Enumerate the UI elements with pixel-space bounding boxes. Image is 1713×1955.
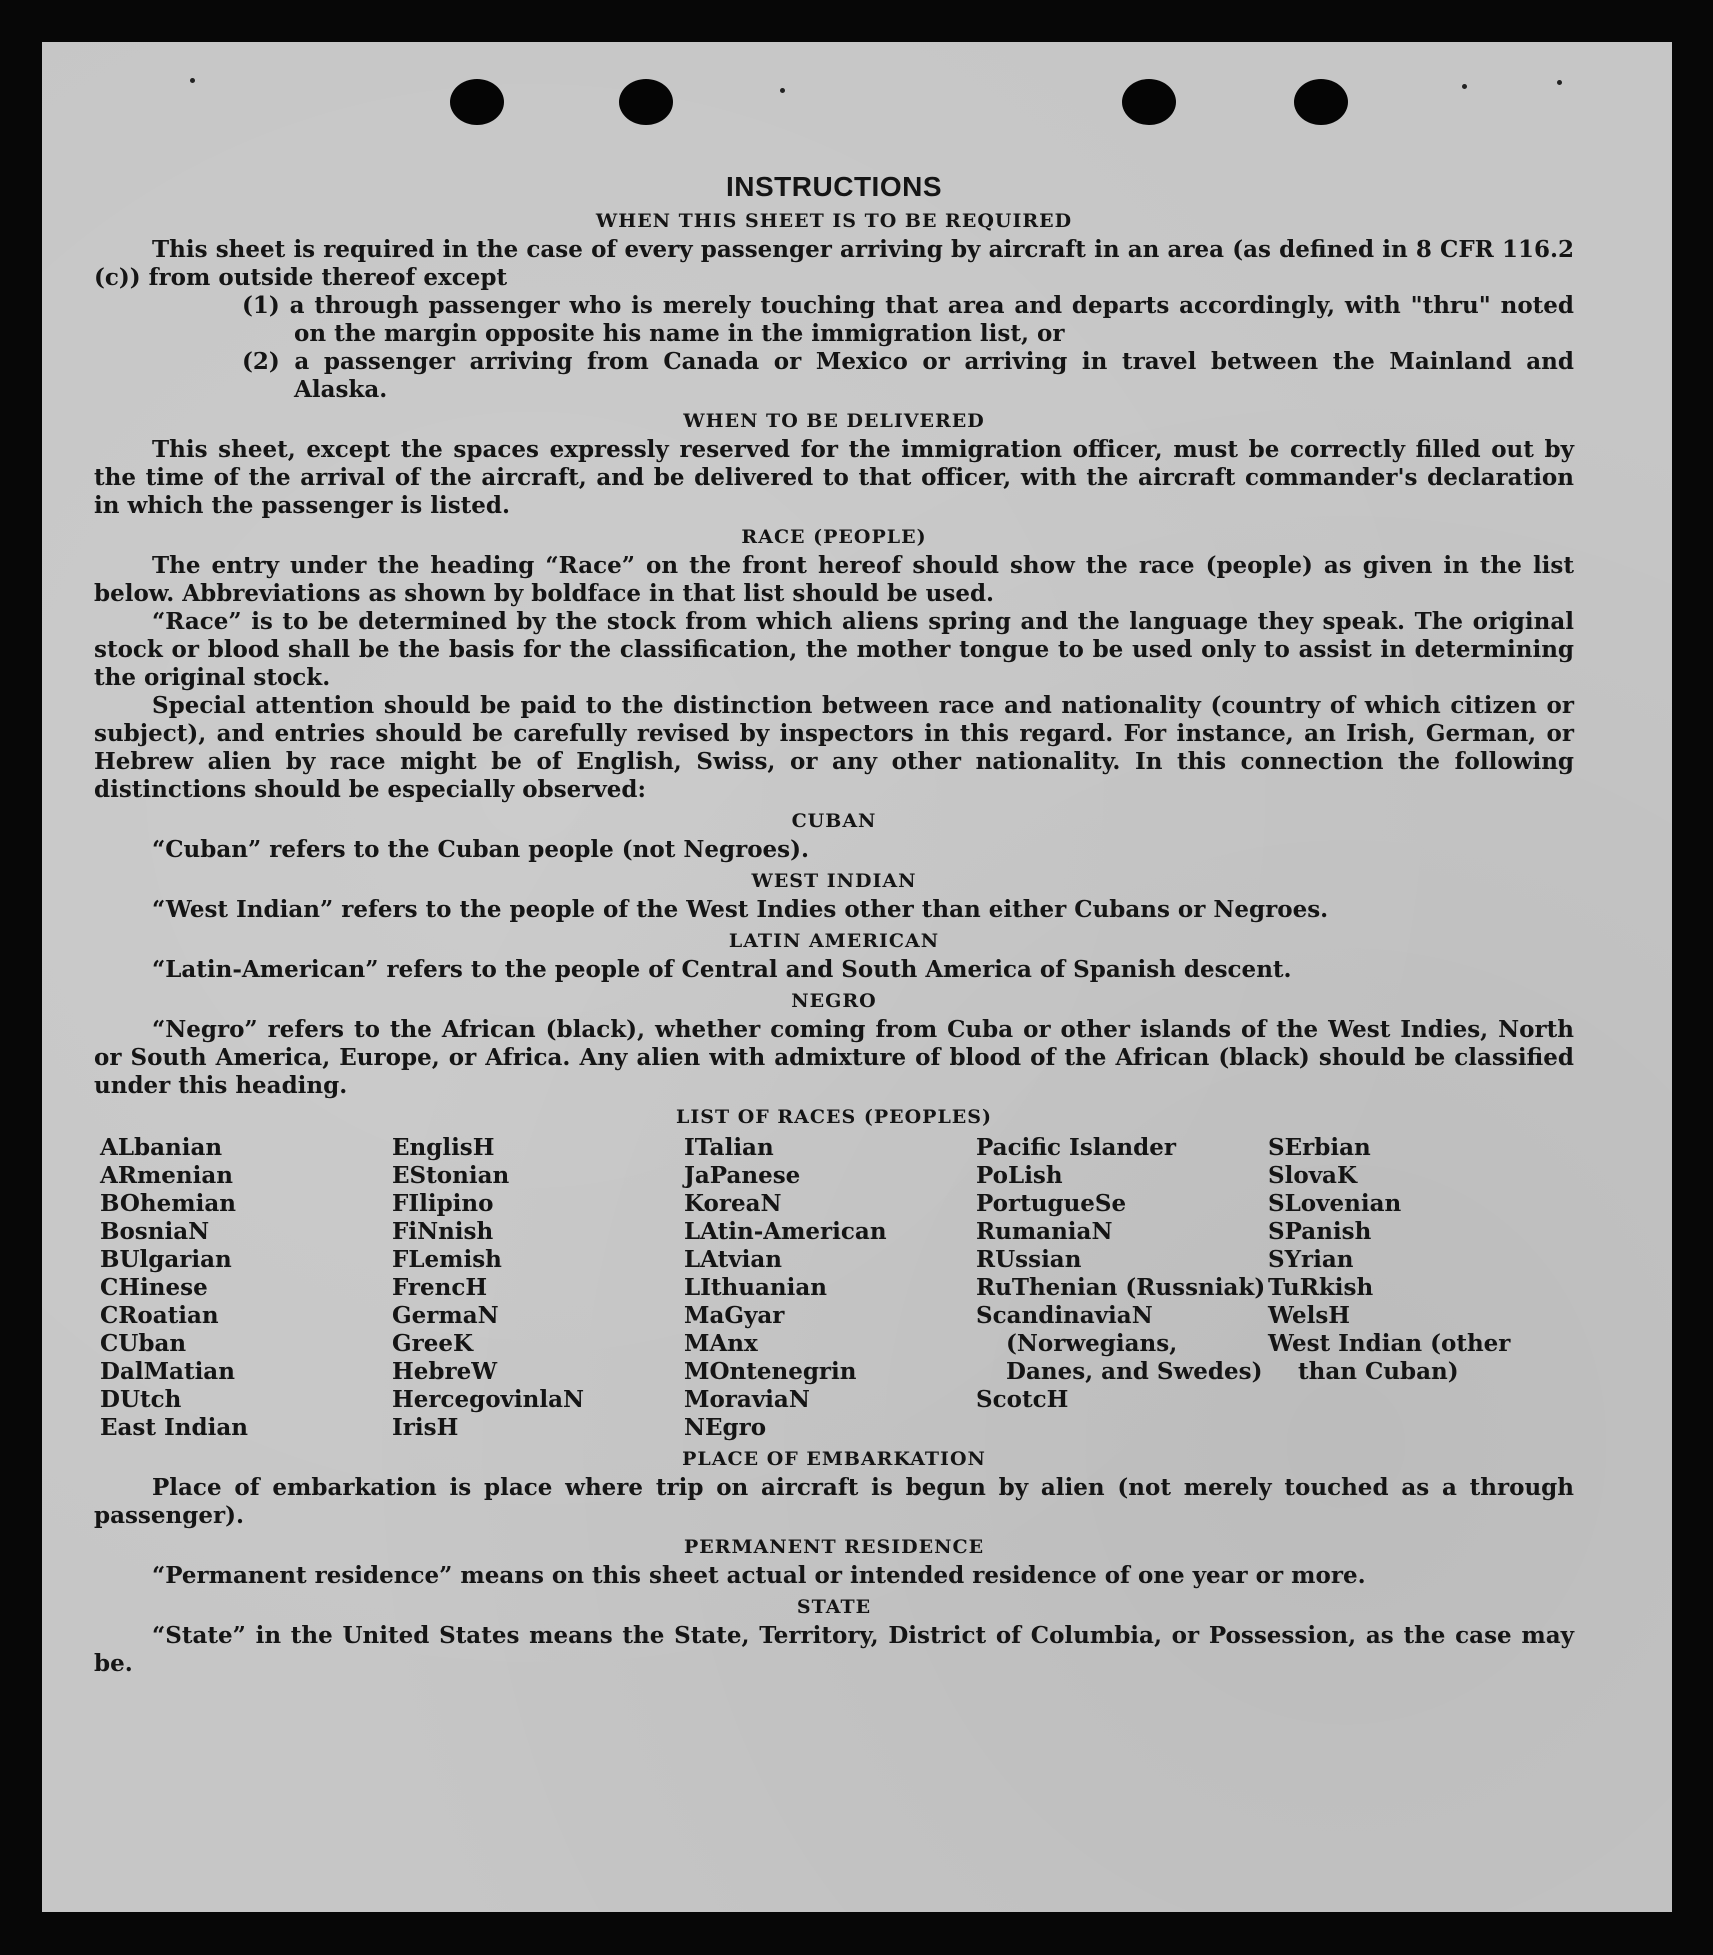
embarkation-text: Place of embarkation is place where trip on aircraft is begun by alien (not merely touched as a through passenger). — [94, 1474, 1574, 1529]
race-item: BosniaN — [100, 1218, 210, 1245]
race-item: SLovenian — [1268, 1190, 1402, 1217]
race-item: TuRkish — [1268, 1274, 1374, 1301]
paper-speck — [1557, 80, 1562, 85]
race-column — [976, 1134, 1268, 1442]
race-item: West Indian (other than Cuban) — [1268, 1330, 1511, 1385]
race-item: Pacific Islander — [976, 1134, 1176, 1161]
cuban-text: “Cuban” refers to the Cuban people (not Negroes). — [152, 836, 810, 863]
race-item: SYrian — [1268, 1246, 1354, 1273]
section-heading-delivered: WHEN TO BE DELIVERED — [683, 410, 985, 432]
race-item: HebreW — [392, 1358, 498, 1385]
punch-hole — [619, 79, 673, 125]
required-intro: This sheet is required in the case of every passenger arriving by aircraft in an area (as defined in 8 CFR 116.2 (c)) from outside thereof except — [94, 236, 1574, 291]
race-item: CUban — [100, 1330, 187, 1357]
race-item: RumaniaN — [976, 1218, 1113, 1245]
race-paragraph-1: The entry under the heading “Race” on the front hereof should show the race (people) as given in the list below. Abbreviations as shown by boldface in that list should be used. — [94, 552, 1574, 607]
race-item: EnglisH — [392, 1134, 495, 1161]
section-heading-races: LIST OF RACES (PEOPLES) — [676, 1106, 992, 1128]
race-item: ScotcH — [976, 1386, 1069, 1413]
race-item: ITalian — [684, 1134, 774, 1161]
race-item: DUtch — [100, 1386, 182, 1413]
race-item: SErbian — [1268, 1134, 1371, 1161]
page-title: INSTRUCTIONS — [726, 171, 942, 202]
race-item: MoraviaN — [684, 1386, 810, 1413]
race-column — [100, 1134, 392, 1442]
race-item: FLemish — [392, 1246, 502, 1273]
section-heading-required: WHEN THIS SHEET IS TO BE REQUIRED — [595, 210, 1073, 232]
delivered-text: This sheet, except the spaces expressly reserved for the immigration officer, must be correctly filled out by the time of the arrival of the aircraft, and be delivered to that officer, with the aircraft commander's declaration in which the passenger is listed. — [94, 436, 1574, 519]
paper-speck — [190, 78, 195, 83]
punch-hole — [450, 79, 504, 125]
section-heading-cuban: CUBAN — [791, 810, 877, 832]
section-heading-negro: NEGRO — [791, 990, 877, 1012]
race-item: EStonian — [392, 1162, 510, 1189]
race-paragraph-2: “Race” is to be determined by the stock from which aliens spring and the language they speak. The original stock or blood shall be the basis for the classification, the mother tongue to be used only to assist in determining the original stock. — [94, 608, 1574, 691]
race-item: PortugueSe — [976, 1190, 1127, 1217]
race-item: BUlgarian — [100, 1246, 232, 1273]
race-column — [392, 1134, 684, 1442]
punch-hole — [1294, 79, 1348, 125]
race-item: ALbanian — [100, 1134, 223, 1161]
race-item: ScandinaviaN (Norwegians, Danes, and Swedes) — [976, 1302, 1263, 1385]
race-item: NEgro — [684, 1414, 767, 1441]
section-heading-race: RACE (PEOPLE) — [741, 526, 927, 548]
race-item: HercegovinlaN — [392, 1386, 585, 1413]
latin-american-text: “Latin-American” refers to the people of Central and South America of Spanish descent. — [152, 956, 1292, 983]
instructions-body — [94, 170, 1574, 1678]
race-item: FIlipino — [392, 1190, 494, 1217]
punch-hole — [1122, 79, 1176, 125]
section-heading-west-indian: WEST INDIAN — [751, 870, 917, 892]
race-item: FrencH — [392, 1274, 488, 1301]
state-text: “State” in the United States means the State, Territory, District of Columbia, or Possession, as the case may be. — [94, 1622, 1574, 1677]
document-page — [42, 42, 1672, 1912]
race-item: East Indian — [100, 1414, 248, 1441]
paper-speck — [780, 88, 785, 93]
race-item: MaGyar — [684, 1302, 785, 1329]
race-item: IrisH — [392, 1414, 459, 1441]
race-item: SPanish — [1268, 1218, 1372, 1245]
race-paragraph-3: Special attention should be paid to the distinction between race and nationality (country of which citizen or subject), and entries should be carefully revised by inspectors in this regard. For instance, an Irish, German, or Hebrew alien by race might be of English, Swiss, or any other nationality. In this connection the following distinctions should be especially observed: — [94, 692, 1574, 803]
race-column — [1268, 1134, 1560, 1442]
race-item: SlovaK — [1268, 1162, 1357, 1189]
residence-text: “Permanent residence” means on this sheet actual or intended residence of one year or more. — [152, 1562, 1366, 1589]
required-item-1: (1) a through passenger who is merely touching that area and departs accordingly, with "thru" noted on the margin opposite his name in the immigration list, or — [242, 292, 1574, 347]
negro-text: “Negro” refers to the African (black), whether coming from Cuba or other islands of the West Indies, North or South America, Europe, or Africa. Any alien with admixture of blood of the African (black) should be classified under this heading. — [94, 1016, 1574, 1099]
race-item: CRoatian — [100, 1302, 219, 1329]
section-heading-latin-american: LATIN AMERICAN — [728, 930, 940, 952]
race-column — [684, 1134, 976, 1442]
west-indian-text: “West Indian” refers to the people of the West Indies other than either Cubans or Negroes. — [152, 896, 1329, 923]
race-item: GermaN — [392, 1302, 499, 1329]
race-item: MOntenegrin — [684, 1358, 857, 1385]
race-item: PoLish — [976, 1162, 1063, 1189]
race-item: GreeK — [392, 1330, 474, 1357]
section-heading-embarkation: PLACE OF EMBARKATION — [682, 1448, 986, 1470]
race-item: BOhemian — [100, 1190, 236, 1217]
race-item: FiNnish — [392, 1218, 494, 1245]
paper-speck — [1462, 84, 1467, 89]
race-item: MAnx — [684, 1330, 758, 1357]
race-list — [100, 1134, 1574, 1442]
race-item: WelsH — [1268, 1302, 1351, 1329]
race-item: ARmenian — [100, 1162, 234, 1189]
section-heading-state: STATE — [796, 1596, 872, 1618]
race-item: CHinese — [100, 1274, 208, 1301]
section-heading-residence: PERMANENT RESIDENCE — [683, 1536, 985, 1558]
race-item: RuThenian (Russniak) — [976, 1274, 1266, 1301]
race-item: RUssian — [976, 1246, 1082, 1273]
race-item: LAtin-American — [684, 1218, 887, 1245]
race-item: LIthuanian — [684, 1274, 827, 1301]
required-item-2: (2) a passenger arriving from Canada or Mexico or arriving in travel between the Mainland and Alaska. — [242, 348, 1574, 403]
race-item: JaPanese — [684, 1162, 801, 1189]
race-item: KoreaN — [684, 1190, 782, 1217]
race-item: DalMatian — [100, 1358, 235, 1385]
race-item: LAtvian — [684, 1246, 782, 1273]
